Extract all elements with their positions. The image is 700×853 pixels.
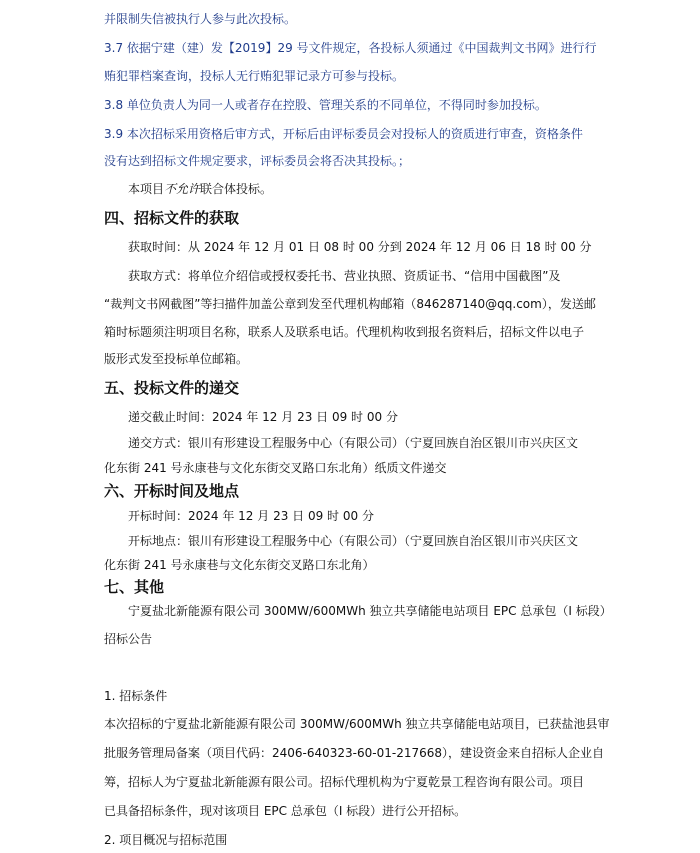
text-line: 没有达到招标文件规定要求，评标委员会将否决其投标。； <box>104 154 411 168</box>
section-heading: 七、其他 <box>104 578 165 596</box>
text-line: 3.7 依据宁建（建）发【2019】29 号文件规定，各投标人须通过《中国裁判文书网》进行行 <box>104 41 597 55</box>
text-line: 开标时间：2024 年 12 月 23 日 09 时 00 分 <box>128 509 374 523</box>
text-fragment: 本项目 <box>128 182 165 196</box>
text-fragment-italic: 不允许 <box>164 182 201 196</box>
text-line: 版形式发至投标单位邮箱。 <box>104 352 249 366</box>
text-line: 2. 项目概况与招标范围 <box>104 833 228 847</box>
text-line: 获取方式：将单位介绍信或授权委托书、营业执照、资质证书、“信用中国截图”及 <box>128 269 561 283</box>
text-line: 并限制失信被执行人参与此次投标。 <box>104 12 297 26</box>
text-line: 1. 招标条件 <box>104 689 168 703</box>
text-line: 获取时间：从 2024 年 12 月 01 日 08 时 00 分到 2024 年 12 月 06 日 18 时 00 分 <box>128 240 592 254</box>
text-line: 箱时标题须注明项目名称，联系人及联系电话。代理机构收到报名资料后，招标文件以电子 <box>104 325 585 339</box>
section-heading: 六、开标时间及地点 <box>104 482 240 500</box>
text-line: 宁夏盐北新能源有限公司 300MW/600MWh 独立共享储能电站项目 EPC 总承包（I 标段） <box>128 604 612 618</box>
text-fragment: 联合体投标。 <box>200 182 273 196</box>
text-line: 开标地点：银川有形建设工程服务中心（有限公司）（宁夏回族自治区银川市兴庆区文 <box>128 534 579 548</box>
text-line: 化东街 241 号永康巷与文化东街交叉路口东北角） <box>104 558 375 572</box>
text-line: 筹，招标人为宁夏盐北新能源有限公司。招标代理机构为宁夏乾景工程咨询有限公司。项目 <box>104 775 585 789</box>
text-line: 化东街 241 号永康巷与文化东街交叉路口东北角）纸质文件递交 <box>104 461 447 475</box>
text-line <box>128 181 272 197</box>
text-line: 贿犯罪档案查询，投标人无行贿犯罪记录方可参与投标。 <box>104 69 405 83</box>
text-line: 本次招标的宁夏盐北新能源有限公司 300MW/600MWh 独立共享储能电站项目，已获盐池县审 <box>104 717 610 731</box>
text-line: 3.8 单位负责人为同一人或者存在控股、管理关系的不同单位，不得同时参加投标。 <box>104 98 547 112</box>
text-line: “裁判文书网截图”等扫描件加盖公章到发至代理机构邮箱（846287140@qq.com），发送邮 <box>104 297 596 311</box>
text-line: 已具备招标条件，现对该项目 EPC 总承包（I 标段）进行公开招标。 <box>104 804 467 818</box>
section-heading: 四、招标文件的获取 <box>104 209 240 227</box>
section-heading: 五、投标文件的递交 <box>104 379 240 397</box>
text-line: 招标公告 <box>104 632 153 646</box>
text-line: 递交截止时间：2024 年 12 月 23 日 09 时 00 分 <box>128 410 398 424</box>
text-line: 3.9 本次招标采用资格后审方式，开标后由评标委员会对投标人的资质进行审查，资格条件 <box>104 127 583 141</box>
text-line: 递交方式：银川有形建设工程服务中心（有限公司）（宁夏回族自治区银川市兴庆区文 <box>128 436 579 450</box>
text-line: 批服务管理局备案（项目代码：2406-640323-60-01-217668），建设资金来自招标人企业自 <box>104 746 605 760</box>
